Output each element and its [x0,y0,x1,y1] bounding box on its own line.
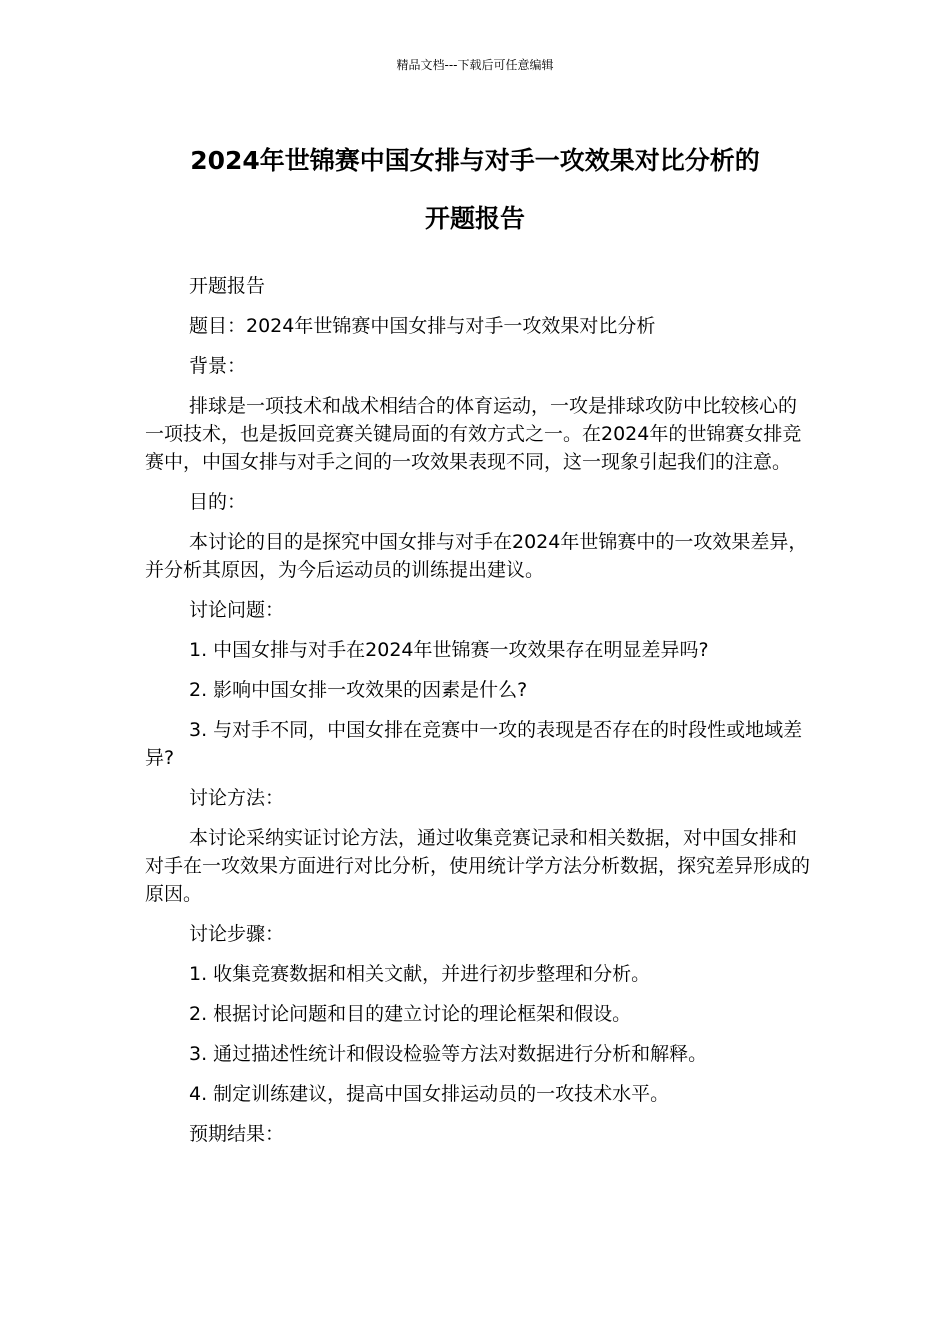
section-heading-background: 背景： [189,355,247,377]
document-title-line-2: 开题报告 [424,204,525,233]
section-label-report: 开题报告 [189,275,266,297]
question-item-1: 1. 中国女排与对手在2024年世锦赛一攻效果存在明显差异吗? [189,639,709,661]
section-heading-steps: 讨论步骤： [189,923,285,945]
document-title [120,132,830,248]
step-item-3: 3. 通过描述性统计和假设检验等方法对数据进行分析和解释。 [189,1043,708,1065]
section-heading-expected-results: 预期结果： [189,1123,285,1145]
step-item-4: 4. 制定训练建议，提高中国女排运动员的一攻技术水平。 [189,1083,670,1105]
method-paragraph: 本讨论采纳实证讨论方法，通过收集竞赛记录和相关数据，对中国女排和对手在一攻效果方面进行对比分析，使用统计学方法分析数据，探究差异形成的原因。 [145,827,811,905]
topic-line: 题目：2024年世锦赛中国女排与对手一攻效果对比分析 [189,315,656,337]
step-item-1: 1. 收集竞赛数据和相关文献，并进行初步整理和分析。 [189,963,651,985]
section-heading-questions: 讨论问题： [189,599,285,621]
header-note: 精品文档---下载后可任意编辑 [396,58,554,72]
document-body [145,272,810,1160]
purpose-paragraph: 本讨论的目的是探究中国女排与对手在2024年世锦赛中的一攻效果差异，并分析其原因，为今后运动员的训练提出建议。 [145,531,808,581]
question-item-3: 3. 与对手不同，中国女排在竞赛中一攻的表现是否存在的时段性或地域差异? [145,719,803,769]
question-item-2: 2. 影响中国女排一攻效果的因素是什么? [189,679,528,701]
document-title-line-1: 2024年世锦赛中国女排与对手一攻效果对比分析的 [190,146,760,175]
section-heading-purpose: 目的： [189,491,247,513]
section-heading-method: 讨论方法： [189,787,285,809]
step-item-2: 2. 根据讨论问题和目的建立讨论的理论框架和假设。 [189,1003,632,1025]
background-paragraph: 排球是一项技术和战术相结合的体育运动，一攻是排球攻防中比较核心的一项技术，也是扳回竞赛关键局面的有效方式之一。在2024年的世锦赛女排竞赛中，中国女排与对手之间的一攻效果表现不同，这一现象引起我们的注意。 [145,395,802,473]
